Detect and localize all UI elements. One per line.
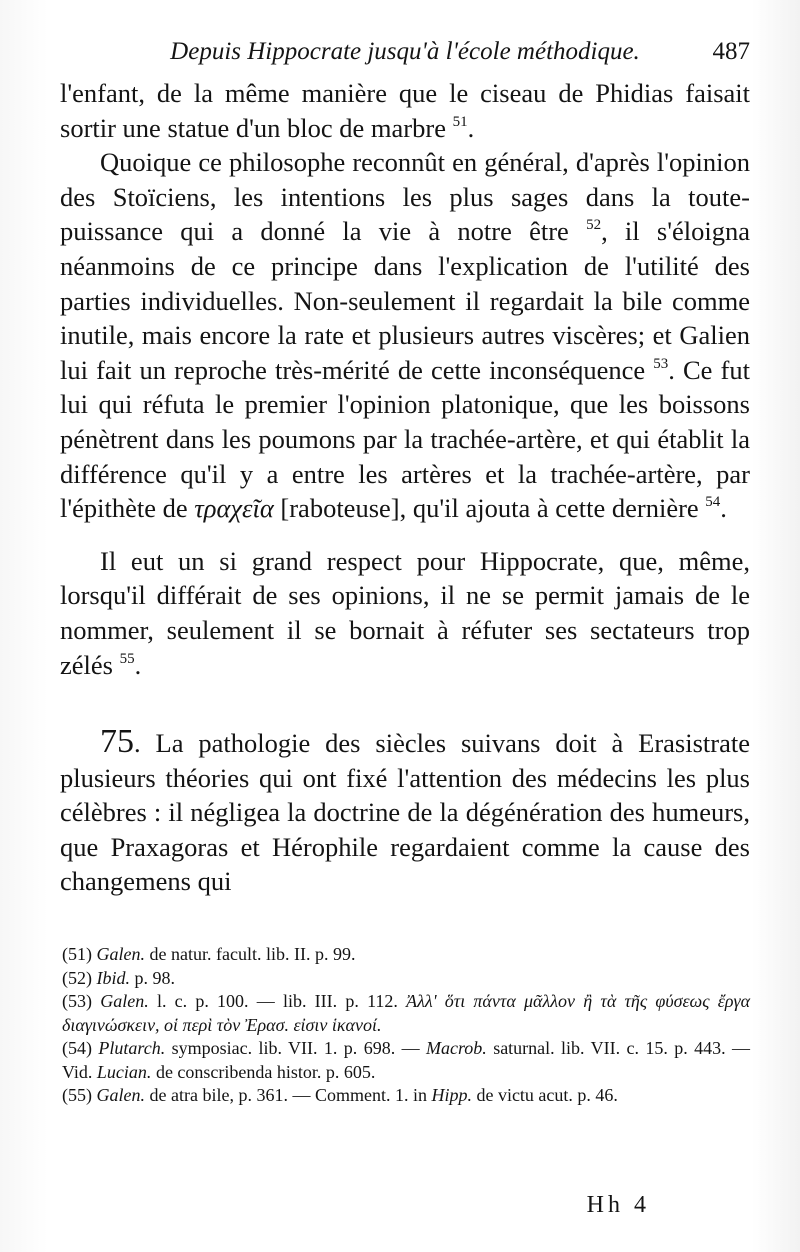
footnote-55 xyxy=(62,1084,750,1108)
footnotes xyxy=(60,943,750,1108)
footnote-author: Macrob. xyxy=(425,1038,487,1059)
running-head-title: Depuis Hippocrate jusqu'à l'école méthodique. xyxy=(170,38,640,65)
footnote-author: Galen. xyxy=(100,991,149,1012)
paragraph-2-text-c: . Ce fut lui qui réfuta le premier l'opinion platonique, que les boissons pénètrent dans les poumons par la trachée-artère, et qui établit la différence qu'il y a entre les artères et la trachée-artère, par l'épithète de xyxy=(60,354,750,524)
paragraph-1-tail: . xyxy=(467,112,475,143)
paragraph-3-tail: . xyxy=(134,649,142,680)
note-ref-55: 55 xyxy=(119,650,135,667)
footnote-author: Galen. xyxy=(96,1085,145,1106)
paragraph-2-tail: . xyxy=(720,493,727,524)
greek-word: τραχεῖα xyxy=(194,493,274,524)
footnote-52 xyxy=(62,967,750,991)
footnote-text: saturnal. lib. VII. c. 15. p. 443. — Vid. xyxy=(62,1038,751,1082)
footnote-text: de conscribenda histor. p. 605. xyxy=(155,1061,376,1082)
section-number: 75 xyxy=(100,723,134,761)
footnote-51 xyxy=(62,943,750,967)
running-head xyxy=(60,28,750,76)
signature-mark: Hh 4 xyxy=(586,1192,650,1218)
footnote-text: de natur. facult. lib. II. p. 99. xyxy=(149,944,356,965)
paragraph-3 xyxy=(60,544,750,682)
paragraph-2 xyxy=(60,145,750,526)
paragraph-2-text-a: Quoique ce philosophe reconnût en général, d'après l'opinion des Stoïciens, les intentions les plus sages dans la toute-puissance qui a donné la vie à notre être xyxy=(60,147,750,247)
footnote-54 xyxy=(62,1037,750,1084)
footnote-number: (52) xyxy=(62,967,92,988)
footnote-author: Galen. xyxy=(96,944,145,965)
footnote-text: l. c. p. 100. — lib. III. p. 112. xyxy=(156,991,398,1012)
section-75-paragraph xyxy=(60,723,750,899)
footnote-author: Ibid. xyxy=(96,967,130,988)
footnote-author: Lucian. xyxy=(96,1061,152,1082)
note-ref-54: 54 xyxy=(705,494,721,511)
footnote-53 xyxy=(62,990,750,1037)
paragraph-2-text-b: , il s'éloigna néanmoins de ce principe dans l'explication de l'utilité des parties individuelles. Non-seulement il regardait la bile comme inutile, mais encore la rate et plusieurs autres viscères; et Galien lui fait un reproche très-mérité de cette inconséquence xyxy=(60,216,750,385)
main-text xyxy=(60,76,750,899)
footnote-text: symposiac. lib. VII. 1. p. 698. — xyxy=(171,1038,420,1059)
section-75-text: . La pathologie des siècles suivans doit à Erasistrate plusieurs théories qui ont fixé l'attention des médecins les plus célèbres : il négligea la doctrine de la dégénération des humeurs, que Praxagoras et Hérophile regardaient comme la cause des changemens qui xyxy=(60,728,750,897)
page-number: 487 xyxy=(712,38,750,65)
footnote-number: (53) xyxy=(62,991,92,1012)
note-ref-53: 53 xyxy=(653,355,669,372)
footnote-number: (54) xyxy=(62,1038,92,1059)
footnote-author: Hipp. xyxy=(431,1085,472,1106)
footnote-greek-quote: Ἀλλ' ὅτι πάντα μᾶλλον ἢ τὰ τῆς φύσεως ἔργα διαγινώσκειν, οἱ περὶ τὸν Ἐρασ. εἰσιν ἱκανοί. xyxy=(62,991,751,1035)
footnote-author: Plutarch. xyxy=(98,1038,166,1059)
paragraph-3-text: Il eut un si grand respect pour Hippocrate, que, même, lorsqu'il différait de ses opinions, il ne se permit jamais de le nommer, seulement il se bornait à réfuter ses sectateurs trop zélés xyxy=(60,545,750,680)
paragraph-1 xyxy=(60,76,750,145)
note-ref-52: 52 xyxy=(586,217,602,234)
note-ref-51: 51 xyxy=(452,113,468,130)
footnote-number: (51) xyxy=(62,944,92,965)
paragraph-1-text: l'enfant, de la même manière que le ciseau de Phidias faisait sortir une statue d'un bloc de marbre xyxy=(60,78,750,143)
footnote-text: de victu acut. p. 46. xyxy=(476,1085,618,1106)
paragraph-2-text-d: [raboteuse], qu'il ajouta à cette dernière xyxy=(280,493,699,524)
footnote-number: (55) xyxy=(62,1085,92,1106)
footnote-text: p. 98. xyxy=(134,967,175,988)
footnote-text: de atra bile, p. 361. — Comment. 1. in xyxy=(149,1085,427,1106)
